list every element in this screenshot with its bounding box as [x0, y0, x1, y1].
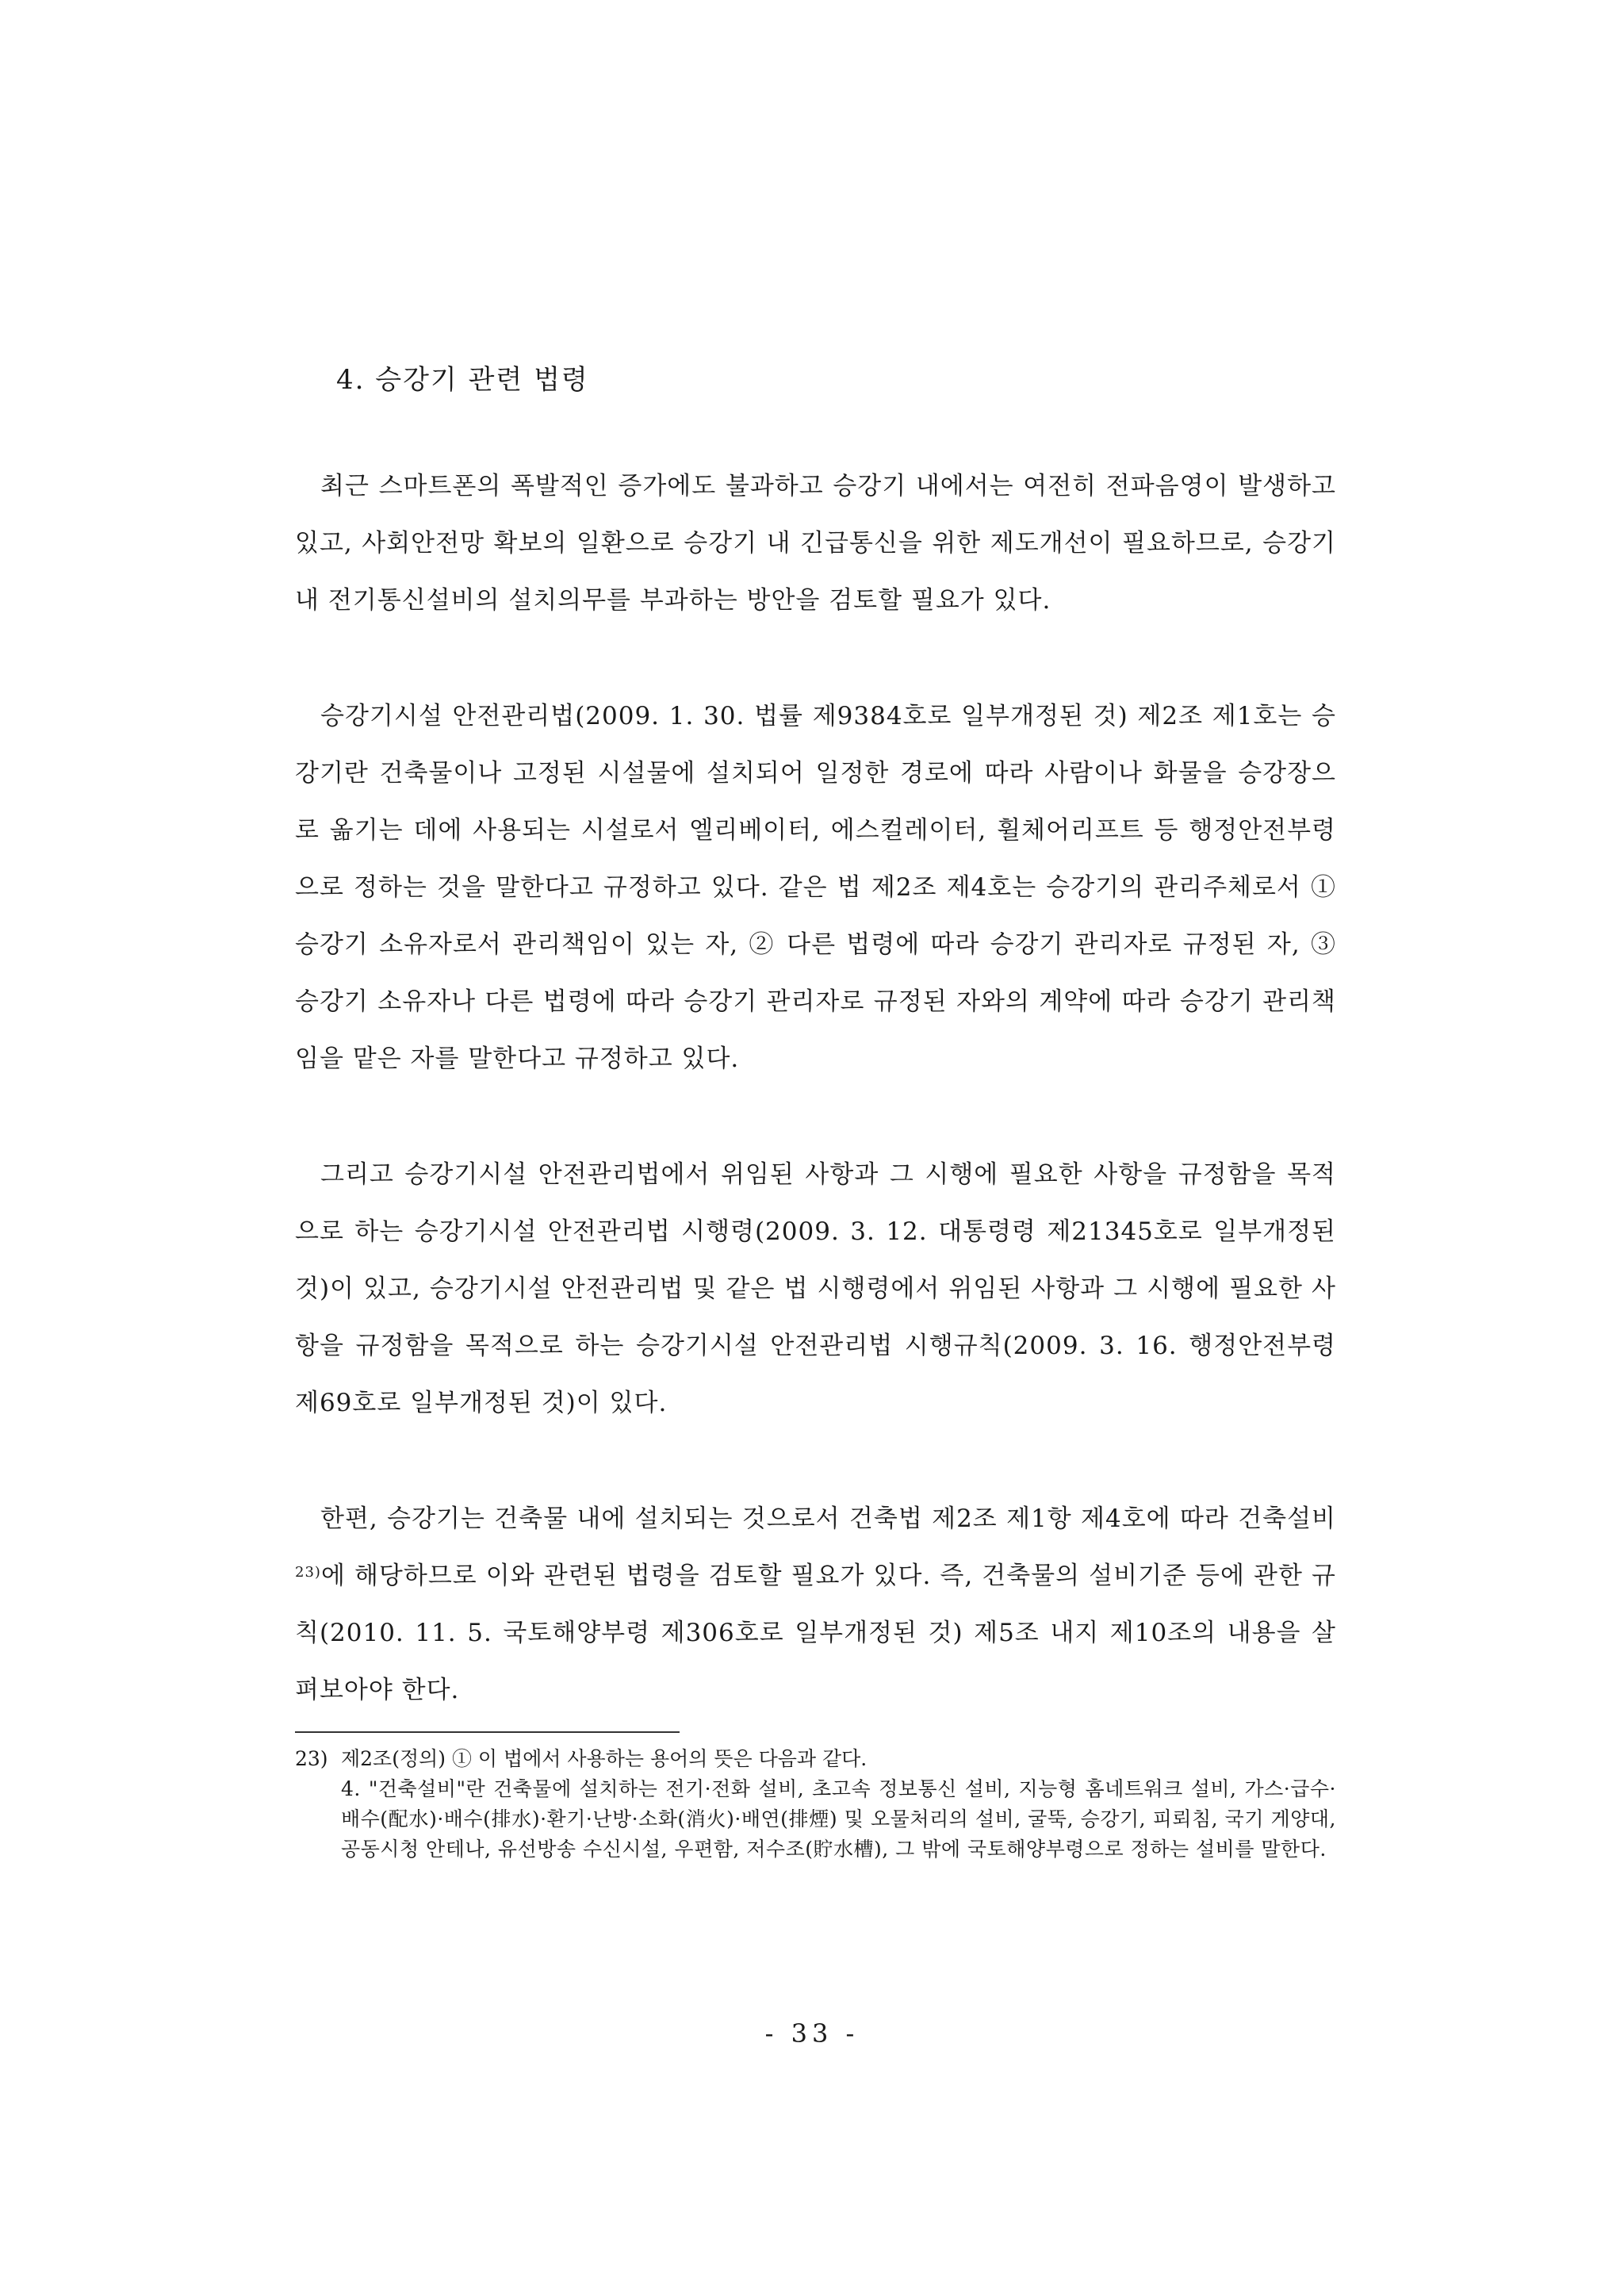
paragraph-building-act: [295, 1490, 1336, 1719]
footnote-title-line: [295, 1744, 1336, 1774]
page-number: - 33 -: [764, 2018, 860, 2049]
footnote-reference[interactable]: 23): [295, 1564, 321, 1581]
paragraph-elevator-safety-act: 승강기시설 안전관리법(2009. 1. 30. 법률 제9384호로 일부개정된 것) 제2조 제1호는 승강기란 건축물이나 고정된 시설물에 설치되어 일정한 경로에 따라 사람이나 화물을 승강장으로 옮기는 데에 사용되는 시설로서 엘리베이터, 에스컬레이터, 휠체어리프트 등 행정안전부령으로 정하는 것을 말한다고 규정하고 있다. 같은 법 제2조 제4호는 승강기의 관리주체로서 ① 승강기 소유자로서 관리책임이 있는 자, ② 다른 법령에 따라 승강기 관리자로 규정된 자, ③ 승강기 소유자나 다른 법령에 따라 승강기 관리자로 규정된 자와의 계약에 따라 승강기 관리책임을 맡은 자를 말한다고 규정하고 있다.: [295, 702, 1336, 1073]
footnote-title: 제2조(정의) ① 이 법에서 사용하는 용어의 뜻은 다음과 같다.: [341, 1747, 868, 1770]
paragraph-building-act-text-cont: 에 해당하므로 이와 관련된 법령을 검토할 필요가 있다. 즉, 건축물의 설비기준 등에 관한 규칙(2010. 11. 5. 국토해양부령 제306호로 일부개정된 것) 제5조 내지 제10조의 내용을 살펴보아야 한다.: [295, 1562, 1336, 1704]
footnote: [295, 1744, 1336, 1865]
paragraph-enforcement-decree: 그리고 승강기시설 안전관리법에서 위임된 사항과 그 시행에 필요한 사항을 규정함을 목적으로 하는 승강기시설 안전관리법 시행령(2009. 3. 12. 대통령령 제21345호로 일부개정된 것)이 있고, 승강기시설 안전관리법 및 같은 법 시행령에서 위임된 사항과 그 시행에 필요한 사항을 규정함을 목적으로 하는 승강기시설 안전관리법 시행규칙(2009. 3. 16. 행정안전부령 제69호로 일부개정된 것)이 있다.: [295, 1160, 1336, 1417]
document-page: [295, 361, 1336, 1865]
footnote-body: 4. "건축설비"란 건축물에 설치하는 전기·전화 설비, 초고속 정보통신 설비, 지능형 홈네트워크 설비, 가스·급수·배수(配水)·배수(排水)·환기·난방·소화(消火)·배연(排煙) 및 오물처리의 설비, 굴뚝, 승강기, 피뢰침, 국기 게양대, 공동시청 안테나, 유선방송 수신시설, 우편함, 저수조(貯水槽), 그 밖에 국토해양부령으로 정하는 설비를 말한다.: [341, 1777, 1336, 1861]
section-heading: 4. 승강기 관련 법령: [336, 364, 589, 396]
paragraph-building-act-text: 한편, 승강기는 건축물 내에 설치되는 것으로서 건축법 제2조 제1항 제4호에 따라 건축설비: [320, 1504, 1336, 1533]
footnote-divider: [295, 1731, 680, 1733]
paragraph-intro: 최근 스마트폰의 폭발적인 증가에도 불과하고 승강기 내에서는 여전히 전파음영이 발생하고 있고, 사회안전망 확보의 일환으로 승강기 내 긴급통신을 위한 제도개선이 필요하므로, 승강기 내 전기통신설비의 설치의무를 부과하는 방안을 검토할 필요가 있다.: [295, 472, 1336, 615]
footnote-number: 23): [295, 1747, 328, 1770]
